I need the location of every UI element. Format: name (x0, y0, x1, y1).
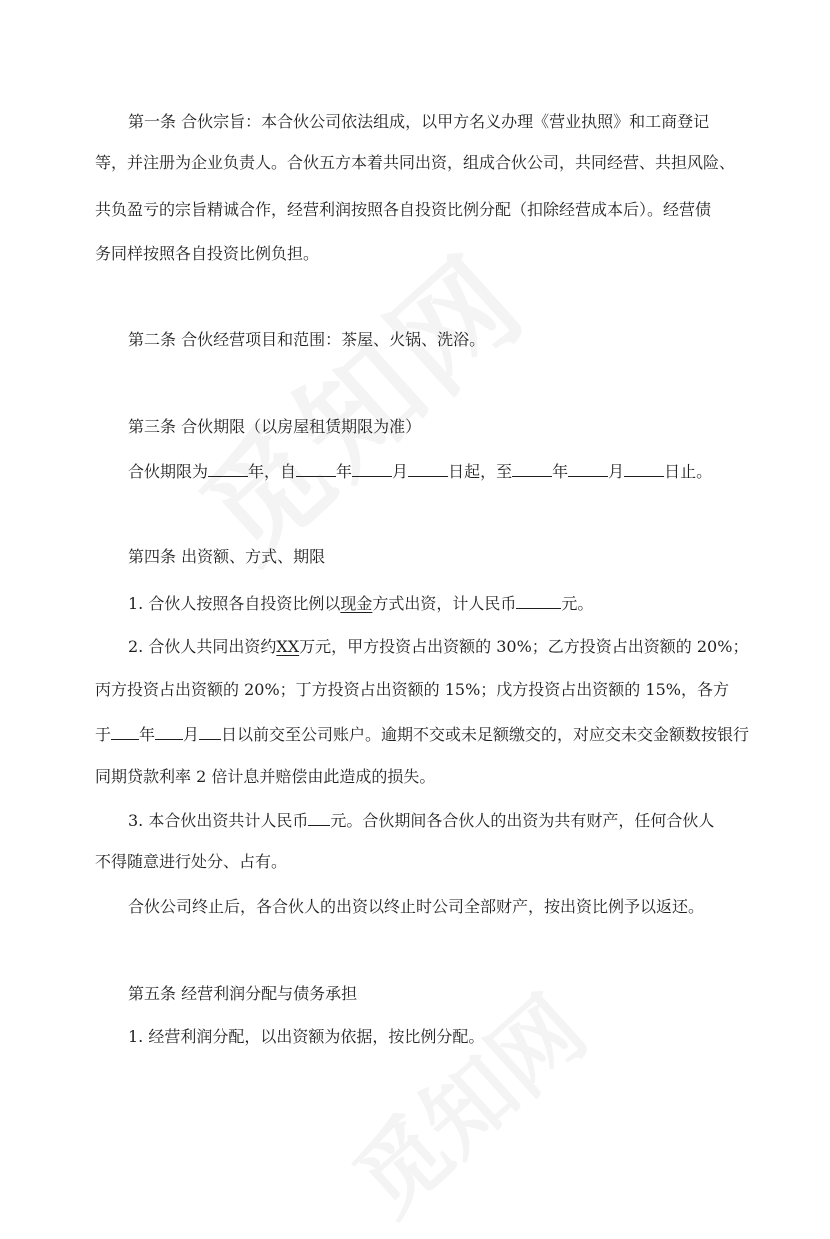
text: 日起，至 (448, 462, 513, 481)
article5-heading: 第五条 经营利润分配与债务承担 (128, 984, 358, 1003)
text: 年 (552, 462, 569, 481)
underlined-text: XX (276, 637, 300, 656)
text: 3. 本合伙出资共计人民币 (128, 811, 309, 830)
blank-field (516, 592, 561, 609)
text: 月 (608, 462, 625, 481)
blank-field (208, 460, 248, 477)
blank-field (568, 460, 608, 477)
text: 日以前交至公司账户。逾期不交或未足额缴交的，对应交未交金额数按银行 (221, 725, 750, 744)
article1-line1: 第一条 合伙宗旨：本合伙公司依法组成，以甲方名义办理《营业执照》和工商登记 (128, 112, 710, 131)
watermark-bottom (321, 961, 609, 1238)
article4-item2-line3 (95, 723, 749, 745)
article5-item1: 1. 经营利润分配，以出资额为依据，按比例分配。 (128, 1027, 485, 1046)
text: 1. 合伙人按照各自投资比例以 (128, 594, 341, 613)
article4-item3-line2: 不得随意进行处分、占有。 (95, 852, 288, 871)
text: 月 (392, 462, 409, 481)
text: 2. 合伙人共同出资约 (128, 637, 277, 656)
article4-item2-line4: 同期贷款利率 2 倍计息并赔偿由此造成的损失。 (95, 767, 436, 786)
blank-field (512, 460, 552, 477)
text: 月 (183, 725, 200, 744)
blank-field (352, 460, 392, 477)
blank-field (296, 460, 336, 477)
text: 元。 (561, 594, 594, 613)
text: 元。合伙期间各合伙人的出资为共有财产，任何合伙人 (330, 811, 715, 830)
blank-field (308, 809, 330, 826)
text: 合伙期限为 (128, 462, 209, 481)
article3-heading: 第三条 合伙期限（以房屋租赁期限为准） (128, 417, 422, 436)
article1-line3: 共负盈亏的宗旨精诚合作，经营利润按照各自投资比例分配（扣除经营成本后）。经营债 (95, 200, 712, 219)
blank-field (155, 723, 183, 740)
blank-field (408, 460, 448, 477)
article4-item2-line2: 丙方投资占出资额的 20%；丁方投资占出资额的 15%；戊方投资占出资额的 15%，各方 (95, 680, 729, 699)
article4-heading: 第四条 出资额、方式、期限 (128, 547, 326, 566)
blank-field (624, 460, 664, 477)
blank-field (111, 723, 139, 740)
text: 年，自 (248, 462, 297, 481)
article4-item4: 合伙公司终止后，各合伙人的出资以终止时公司全部财产，按出资比例予以返还。 (128, 897, 705, 916)
underlined-text: 现金 (340, 594, 373, 613)
article4-item2-line1 (128, 637, 748, 657)
text: 年 (336, 462, 353, 481)
article3-period-line (128, 460, 712, 482)
text: 年 (139, 725, 156, 744)
article4-item1 (128, 592, 593, 614)
article2-heading: 第二条 合伙经营项目和范围：茶屋、火锅、洗浴。 (128, 330, 486, 349)
article4-item3-line1 (128, 809, 714, 831)
article1-line2: 等，并注册为企业负责人。合伙五方本着共同出资，组成合伙公司，共同经营、共担风险、 (95, 153, 736, 172)
text: 于 (95, 725, 112, 744)
text: 方式出资，计人民币 (372, 594, 517, 613)
text: 万元，甲方投资占出资额的 30%；乙方投资占出资额的 20%； (299, 637, 749, 656)
article1-line4: 务同样按照各自投资比例负担。 (95, 244, 320, 263)
text: 日止。 (664, 462, 713, 481)
blank-field (199, 723, 221, 740)
